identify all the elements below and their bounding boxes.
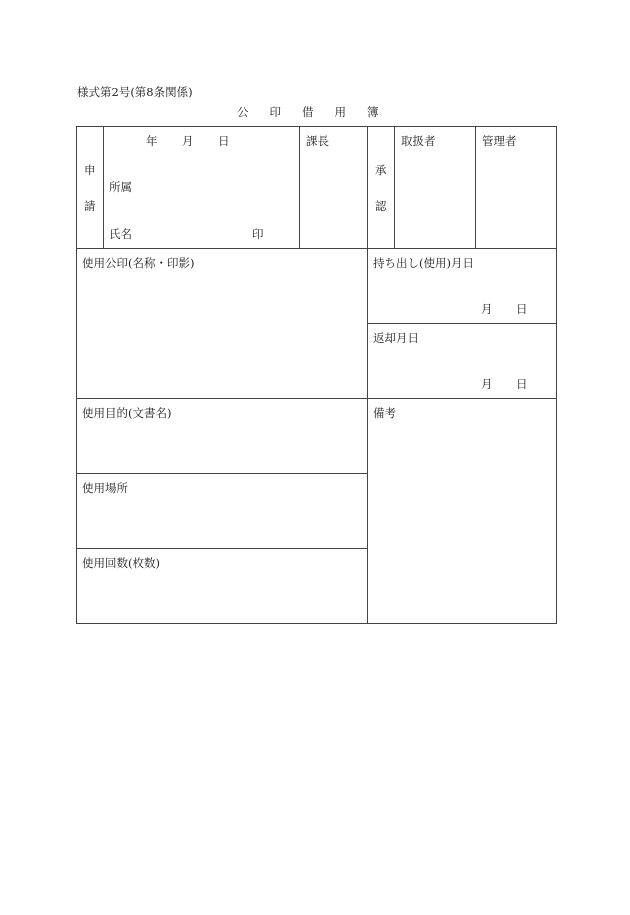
divider: [103, 126, 104, 249]
section-chief-label: 課長: [306, 134, 329, 148]
form-title: [237, 104, 379, 120]
divider: [76, 548, 368, 549]
divider: [367, 126, 368, 624]
seal-used-label: 使用公印(名称・印影): [82, 256, 195, 270]
divider: [475, 126, 476, 249]
divider: [76, 398, 557, 399]
affiliation-label: 所属: [109, 180, 132, 194]
table-border-left: [76, 126, 77, 624]
date-year-label: 年: [146, 134, 158, 148]
date-day-label: 日: [218, 134, 230, 148]
handler-label: 取扱者: [401, 134, 436, 148]
table-border-top: [76, 126, 557, 127]
divider: [76, 248, 557, 249]
divider: [394, 126, 395, 249]
count-label: 使用回数(枚数): [82, 556, 160, 570]
divider: [367, 323, 557, 324]
divider: [299, 126, 300, 249]
remarks-label: 備考: [373, 406, 396, 420]
date-month-label: 月: [182, 134, 194, 148]
form-title-char: 簿: [367, 105, 379, 119]
form-title-char: 借: [302, 105, 314, 119]
checkout-month-label: 月: [481, 302, 493, 316]
return-date-label: 返却月日: [373, 331, 419, 345]
manager-label: 管理者: [482, 134, 517, 148]
return-month-label: 月: [481, 377, 493, 391]
checkout-day-label: 日: [516, 302, 528, 316]
application-side-label: 申: [84, 163, 96, 177]
place-label: 使用場所: [82, 481, 128, 495]
purpose-label: 使用目的(文書名): [82, 406, 172, 420]
form-title-char: 用: [334, 105, 346, 119]
table-border-bottom: [76, 623, 557, 624]
divider: [76, 473, 368, 474]
approval-side-label: 承: [375, 163, 387, 177]
name-label: 氏名: [109, 227, 132, 241]
table-border-right: [556, 126, 557, 624]
form-title-char: 印: [269, 105, 281, 119]
application-side-label: 請: [84, 199, 96, 213]
checkout-date-label: 持ち出し(使用)月日: [373, 256, 474, 270]
return-day-label: 日: [516, 377, 528, 391]
form-title-char: 公: [237, 105, 249, 119]
seal-label: 印: [252, 227, 264, 241]
form-number: 様式第2号(第8条関係): [77, 85, 193, 99]
approval-side-label: 認: [375, 199, 387, 213]
